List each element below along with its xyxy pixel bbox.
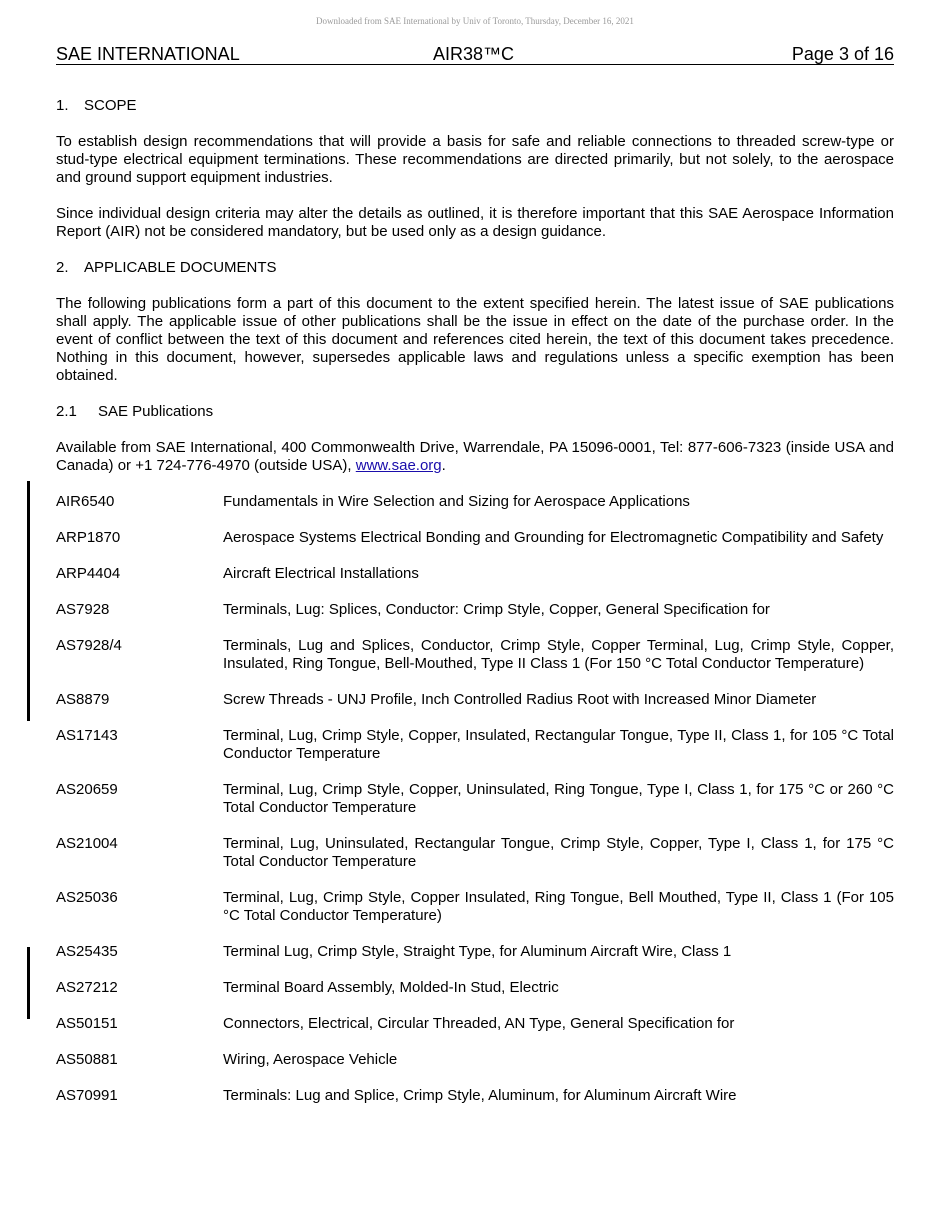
reference-title: Screw Threads - UNJ Profile, Inch Controlled Radius Root with Increased Minor Diameter (223, 691, 817, 708)
sae-website-link[interactable]: www.sae.org (355, 457, 442, 474)
reference-title: Connectors, Electrical, Circular Threaded, AN Type, General Specification for (223, 1015, 735, 1032)
applicable-documents-paragraph: The following publications form a part of this document to the extent specified herein. The latest issue of SAE publications shall apply. The applicable issue of other publications shall be the issue in effect on the date of the purchase order. In the event of conflict between the text of this document and references cited herein, the text of this document takes precedence. Nothing in this document, however, supersedes applicable laws and regulations unless a specific exemption has been obtained. (56, 295, 894, 384)
reference-code: AS25435 (56, 943, 118, 960)
reference-row (56, 781, 894, 817)
availability-paragraph (56, 439, 894, 475)
revision-change-bar (27, 481, 30, 721)
scope-paragraph-1: To establish design recommendations that will provide a basis for safe and reliable connections to threaded screw-type or stud-type electrical equipment terminations. These recommendations are directed primarily, but not solely, to the aerospace and ground support equipment industries. (56, 133, 894, 186)
header-organization: SAE INTERNATIONAL (56, 44, 240, 64)
reference-code: ARP1870 (56, 529, 121, 546)
reference-row (56, 637, 894, 673)
download-watermark: Downloaded from SAE International by Univ of Toronto, Thursday, December 16, 2021 (316, 16, 634, 26)
section-title: APPLICABLE DOCUMENTS (84, 259, 277, 276)
reference-row (56, 889, 894, 925)
reference-code: AIR6540 (56, 493, 115, 510)
reference-title: Terminal, Lug, Crimp Style, Copper, Uninsulated, Ring Tongue, Type I, Class 1, for 175 °C or 260 °C Total Conductor Temperature (223, 781, 894, 816)
section-heading-scope (56, 97, 894, 115)
reference-title: Terminals, Lug: Splices, Conductor: Crimp Style, Copper, General Specification for (223, 601, 770, 618)
reference-row (56, 529, 894, 547)
document-body (56, 97, 894, 1123)
reference-code: AS50881 (56, 1051, 118, 1068)
reference-code: AS17143 (56, 727, 118, 744)
revision-change-bar (27, 947, 30, 1019)
reference-code: AS70991 (56, 1087, 118, 1104)
reference-title: Terminals, Lug and Splices, Conductor, Crimp Style, Copper Terminal, Lug, Crimp Style, Copper, Insulated, Ring Tongue, Bell-Mouthed, Type II Class 1 (For 150 °C Total Conductor Temperature) (223, 637, 894, 672)
reference-title: Terminal, Lug, Crimp Style, Copper, Insulated, Rectangular Tongue, Type II, Class 1, for 105 °C Total Conductor Temperature (223, 727, 894, 762)
section-heading-applicable-documents (56, 259, 894, 277)
header-document-number: AIR38™C (433, 44, 515, 64)
section-number: 1. (56, 97, 69, 114)
reference-row (56, 979, 894, 997)
reference-code: AS50151 (56, 1015, 118, 1032)
reference-code: AS27212 (56, 979, 118, 996)
reference-row (56, 691, 894, 709)
reference-title: Terminal, Lug, Uninsulated, Rectangular Tongue, Crimp Style, Copper, Type I, Class 1, for 175 °C Total Conductor Temperature (223, 835, 894, 870)
header-page-number: Page 3 of 16 (791, 44, 894, 64)
reference-row (56, 493, 894, 511)
section-number: 2.1 (56, 403, 77, 420)
reference-code: AS7928/4 (56, 637, 122, 654)
reference-row (56, 1051, 894, 1069)
reference-title: Terminal, Lug, Crimp Style, Copper Insulated, Ring Tongue, Bell Mouthed, Type II, Class 1 (For 105 °C Total Conductor Temperature) (223, 889, 894, 924)
page-header (56, 44, 894, 65)
reference-code: AS8879 (56, 691, 110, 708)
reference-title: Wiring, Aerospace Vehicle (223, 1051, 398, 1068)
reference-title: Fundamentals in Wire Selection and Sizing for Aerospace Applications (223, 493, 690, 510)
reference-list (56, 493, 894, 1105)
reference-row (56, 943, 894, 961)
reference-code: AS20659 (56, 781, 118, 798)
reference-code: AS7928 (56, 601, 110, 618)
reference-row (56, 727, 894, 763)
reference-title: Terminal Lug, Crimp Style, Straight Type, for Aluminum Aircraft Wire, Class 1 (223, 943, 732, 960)
reference-code: ARP4404 (56, 565, 121, 582)
section-heading-sae-publications (56, 403, 894, 421)
reference-row (56, 601, 894, 619)
availability-period: . (441, 457, 446, 474)
scope-paragraph-2: Since individual design criteria may alter the details as outlined, it is therefore important that this SAE Aerospace Information Report (AIR) not be considered mandatory, but be used only as a design guidance. (56, 205, 894, 240)
reference-title: Terminal Board Assembly, Molded-In Stud, Electric (223, 979, 559, 996)
reference-row (56, 1087, 894, 1105)
reference-title: Terminals: Lug and Splice, Crimp Style, Aluminum, for Aluminum Aircraft Wire (223, 1087, 737, 1104)
reference-title: Aerospace Systems Electrical Bonding and Grounding for Electromagnetic Compatibility and Safety (223, 529, 884, 546)
section-title: SCOPE (84, 97, 137, 114)
reference-code: AS25036 (56, 889, 118, 906)
reference-row (56, 835, 894, 871)
availability-text: Available from SAE International, 400 Commonwealth Drive, Warrendale, PA 15096-0001, Tel: 877-606-7323 (inside USA and Canada) or +1 724-776-4970 (outside USA), (56, 439, 894, 474)
reference-row (56, 1015, 894, 1033)
section-title: SAE Publications (98, 403, 214, 420)
reference-row (56, 565, 894, 583)
section-number: 2. (56, 259, 69, 276)
reference-code: AS21004 (56, 835, 118, 852)
reference-title: Aircraft Electrical Installations (223, 565, 419, 582)
